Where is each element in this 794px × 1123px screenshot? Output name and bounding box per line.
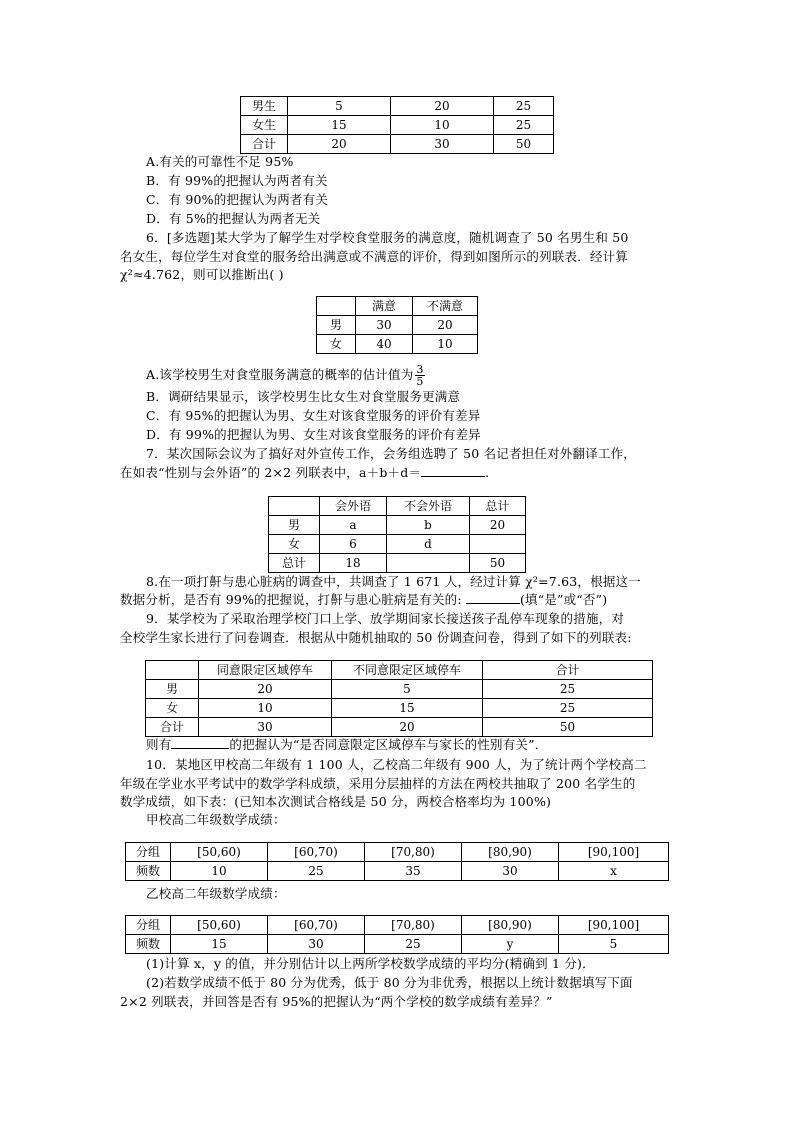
table-cell: [50,60)	[171, 916, 268, 935]
table-cell: 10	[413, 335, 478, 354]
q10-stem-line3: 数学成绩，如下表：(已知本次测试合格线是 50 分，两校合格率均为 100%)	[120, 794, 552, 809]
table-row	[146, 661, 653, 680]
table-cell: 合计	[241, 135, 288, 154]
table-row	[126, 862, 669, 881]
table-cell: 女	[146, 699, 199, 718]
q7-stem-line1: 7．某次国际会议为了搞好对外宣传工作，会务组选聘了 50 名记者担任对外翻译工作，	[146, 446, 637, 461]
q8-stem-end: (填“是”或“否”)	[519, 592, 608, 607]
q5-option-a: A.有关的可靠性不足 95%	[146, 154, 294, 169]
q7-stem-line2	[120, 464, 489, 482]
table-cell: [70,80)	[365, 916, 462, 935]
table-cell: d	[387, 535, 470, 554]
q9-after-line	[146, 736, 547, 754]
q6-stem-line1: 6．[多选题]某大学为了解学生对学校食堂服务的满意度，随机调查了 50 名男生和 50	[146, 230, 629, 245]
table-cell: 男生	[241, 97, 288, 116]
table-cell: [90,100]	[559, 843, 669, 862]
q10-stem-line2: 年级在学业水平考试中的数学学科成绩，采用分层抽样的方法在两校共抽取了 200 名学生的	[120, 776, 636, 791]
table-cell: x	[559, 862, 669, 881]
answer-blank[interactable]	[171, 736, 229, 749]
table-cell: 6	[320, 535, 387, 554]
table-cell: 50	[470, 554, 526, 573]
table-cell: 女生	[241, 116, 288, 135]
table-cell: 30	[356, 316, 413, 335]
table-cell: 25	[268, 862, 365, 881]
q9-stem-line1: 9．某学校为了采取治理学校门口上学、放学期间家长接送孩子乱停车现象的措施，对	[146, 611, 625, 626]
q10-stem-line1: 10．某地区甲校高二年级有 1 100 人，乙校高二年级有 900 人，为了统计两个学校高二	[146, 757, 647, 772]
table-cell: [50,60)	[171, 843, 268, 862]
table-cell: 20	[470, 516, 526, 535]
table-cell: 总计	[269, 554, 320, 573]
table-cell: a	[320, 516, 387, 535]
table-cell: 10	[171, 862, 268, 881]
answer-blank[interactable]	[421, 464, 485, 477]
table-cell: 15	[171, 935, 268, 954]
table-cell: 50	[483, 718, 653, 737]
table-cell: b	[387, 516, 470, 535]
table-cell: 30	[199, 718, 332, 737]
table-row	[126, 843, 669, 862]
q8-stem-line1: 8.在一项打鼾与患心脏病的调查中，共调查了 1 671 人，经过计算 χ²=7.63，根据这一	[146, 574, 641, 589]
table-cell: [80,90)	[462, 916, 559, 935]
q6-option-d: D．有 99%的把握认为男、女生对该食堂服务的评价有差异	[146, 427, 481, 442]
table-cell: 30	[462, 862, 559, 881]
table-cell: 40	[356, 335, 413, 354]
table-row	[317, 335, 478, 354]
q10-yi-title: 乙校高二年级数学成绩：	[146, 886, 286, 901]
table-cell: 会外语	[320, 497, 387, 516]
table-cell	[317, 297, 356, 316]
q6-stem-line3: χ²≈4.762，则可以推断出( )	[120, 267, 284, 282]
table-row	[269, 497, 526, 516]
table-row	[126, 916, 669, 935]
table-row	[241, 97, 554, 116]
q9-after-text1: 则有	[146, 737, 172, 752]
table-cell: [60,70)	[268, 916, 365, 935]
q6-option-a	[146, 360, 425, 390]
table-cell: 30	[268, 935, 365, 954]
table-cell: 合计	[483, 661, 653, 680]
table-cell: 15	[288, 116, 391, 135]
jia-score-table	[125, 842, 669, 881]
table-row	[241, 116, 554, 135]
q6-option-c: C．有 95%的把握认为男、女生对该食堂服务的评价有差异	[146, 408, 481, 423]
table-cell	[470, 535, 526, 554]
q6-option-a-text: A.该学校男生对食堂服务满意的概率的估计值为	[146, 367, 414, 382]
table-cell: 5	[559, 935, 669, 954]
q10-sub2-line2: 2×2 列联表，并回答是否有 95%的把握认为“两个学校的数学成绩有差异？”	[120, 994, 553, 1009]
table-cell: [90,100]	[559, 916, 669, 935]
table-cell	[387, 554, 470, 573]
table-cell: 频数	[126, 862, 171, 881]
table-cell: 25	[483, 680, 653, 699]
q8-stem-text: 数据分析，是否有 99%的把握说，打鼾与患心脏病是有关的:	[120, 592, 466, 607]
q7-stem-end: .	[485, 465, 490, 480]
table-cell: 50	[494, 135, 554, 154]
table-cell: 分组	[126, 916, 171, 935]
q10-sub1: (1)计算 x，y 的值，并分别估计以上两所学校数学成绩的平均分(精确到 1 分)．	[146, 956, 595, 971]
table-row	[269, 554, 526, 573]
table-cell: [70,80)	[365, 843, 462, 862]
table-cell: 25	[494, 116, 554, 135]
q8-stem-line2	[120, 591, 607, 609]
q10-jia-title: 甲校高二年级数学成绩：	[146, 812, 286, 827]
table-cell: 总计	[470, 497, 526, 516]
table-cell: 35	[365, 862, 462, 881]
table-row	[146, 699, 653, 718]
table-cell: y	[462, 935, 559, 954]
q10-sub2-line1: (2)若数学成绩不低于 80 分为优秀，低于 80 分为非优秀，根据以上统计数据填写下面	[146, 975, 633, 990]
table-cell: 25	[494, 97, 554, 116]
fraction-denominator: 5	[416, 375, 424, 388]
table-cell: 同意限定区域停车	[199, 661, 332, 680]
table-cell: 不会外语	[387, 497, 470, 516]
table-row	[317, 316, 478, 335]
table-row	[126, 935, 669, 954]
q5-option-c: C．有 90%的把握认为两者有关	[146, 192, 329, 207]
table-cell: 20	[413, 316, 478, 335]
table-row	[241, 135, 554, 154]
answer-blank[interactable]	[466, 591, 520, 604]
table-cell: 5	[288, 97, 391, 116]
table-cell: 分组	[126, 843, 171, 862]
table-row	[269, 516, 526, 535]
satisfaction-table	[316, 296, 478, 354]
table-cell: 男	[269, 516, 320, 535]
table-cell: 20	[391, 97, 494, 116]
table-cell: 10	[199, 699, 332, 718]
table-cell: 满意	[356, 297, 413, 316]
table-cell: 25	[483, 699, 653, 718]
table-row	[317, 297, 478, 316]
table-cell: 男	[317, 316, 356, 335]
gender-table-1	[240, 96, 554, 154]
table-cell: [80,90)	[462, 843, 559, 862]
q5-option-b: B．有 99%的把握认为两者有关	[146, 173, 328, 188]
table-cell: 18	[320, 554, 387, 573]
table-cell: 20	[199, 680, 332, 699]
table-cell	[146, 661, 199, 680]
table-cell: 男	[146, 680, 199, 699]
table-cell: 频数	[126, 935, 171, 954]
q9-after-text2: 的把握认为“是否同意限定区域停车与家长的性别有关”．	[229, 737, 548, 752]
language-table	[268, 496, 526, 573]
table-cell: 30	[391, 135, 494, 154]
yi-score-table	[125, 915, 669, 954]
table-cell: 25	[365, 935, 462, 954]
q5-option-d: D．有 5%的把握认为两者无关	[146, 211, 321, 226]
table-cell: 20	[288, 135, 391, 154]
fraction-numerator: 3	[416, 363, 424, 376]
fraction	[415, 364, 424, 387]
parking-table	[145, 660, 653, 737]
table-cell: 女	[269, 535, 320, 554]
q7-stem-text: 在如表“性别与会外语”的 2×2 列联表中，a＋b＋d＝	[120, 465, 422, 480]
table-cell: 10	[391, 116, 494, 135]
table-row	[146, 718, 653, 737]
table-row	[146, 680, 653, 699]
q6-stem-line2: 名女生，每位学生对食堂的服务给出满意或不满意的评价，得到如图所示的列联表．经计算	[120, 249, 629, 264]
table-cell: 不同意限定区域停车	[332, 661, 483, 680]
table-cell: 5	[332, 680, 483, 699]
q6-option-b: B．调研结果显示，该学校男生比女生对食堂服务更满意	[146, 389, 461, 404]
table-cell: 20	[332, 718, 483, 737]
table-row	[269, 535, 526, 554]
table-cell: 不满意	[413, 297, 478, 316]
table-cell: 合计	[146, 718, 199, 737]
table-cell: 女	[317, 335, 356, 354]
q9-stem-line2: 全校学生家长进行了问卷调查．根据从中随机抽取的 50 份调查问卷，得到了如下的列联表:	[120, 630, 632, 645]
table-cell	[269, 497, 320, 516]
table-cell: 15	[332, 699, 483, 718]
table-cell: [60,70)	[268, 843, 365, 862]
